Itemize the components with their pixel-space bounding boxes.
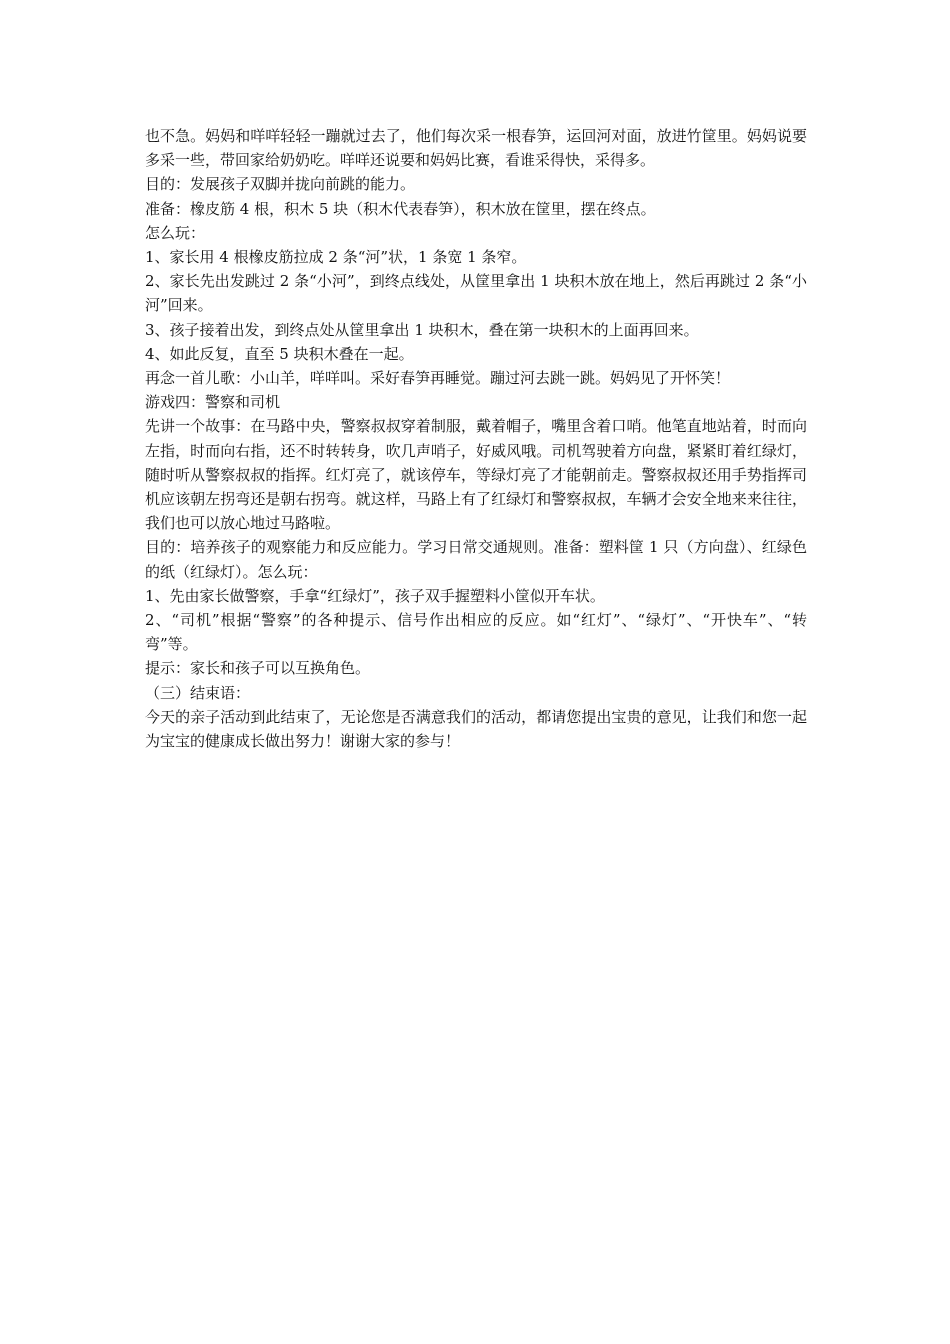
paragraph-prep-jump: 准备：橡皮筋 4 根，积木 5 块（积木代表春笋），积木放在筐里，摆在终点。 (145, 199, 656, 218)
paragraph-police-step-1: 1、先由家长做警察，手拿“红绿灯”，孩子双手握塑料小筐似开车状。 (145, 586, 605, 605)
paragraph-closing-remarks: 今天的亲子活动到此结束了，无论您是否满意我们的活动，都请您提出宝贵的意见，让我们和您一起为宝宝的健康成长做出努力！谢谢大家的参与！ (145, 707, 807, 751)
paragraph-police-step-2: 2、“司机”根据“警察”的各种提示、信号作出相应的反应。如“红灯”、“绿灯”、“开快车”、“转弯”等。 (145, 611, 807, 654)
paragraph-closing-heading: （三）结束语： (145, 683, 251, 702)
paragraph-police-story: 先讲一个故事：在马路中央，警察叔叔穿着制服，戴着帽子，嘴里含着口哨。他笔直地站着，时而向左指，时而向右指，还不时转转身，吹几声哨子，好威风哦。司机驾驶着方向盘，紧紧盯着红绿灯，随时听从警察叔叔的指挥。红灯亮了，就该停车，等绿灯亮了才能朝前走。警察叔叔还用手势指挥司机应该朝左拐弯还是朝右拐弯。就这样，马路上有了红绿灯和警察叔叔，车辆才会安全地来来往往，我们也可以放心地过马路啦。 (145, 417, 807, 533)
paragraph-tip: 提示：家长和孩子可以互换角色。 (145, 659, 371, 678)
paragraph-story-ending: 也不急。妈妈和咩咩轻轻一蹦就过去了，他们每次采一根春笋，运回河对面，放进竹筐里。妈妈说要多采一些，带回家给奶奶吃。咩咩还说要和妈妈比赛，看谁采得快，采得多。 (145, 127, 807, 170)
paragraph-goal-prep-police: 目的：培养孩子的观察能力和反应能力。学习日常交通规则。准备：塑料筐 1 只（方向盘）、红绿色的纸（红绿灯）。怎么玩： (145, 538, 807, 581)
paragraph-step-3: 3、孩子接着出发，到终点处从筐里拿出 1 块积木，叠在第一块积木的上面再回来。 (145, 320, 699, 339)
paragraph-step-2: 2、家长先出发跳过 2 条“小河”，到终点线处，从筐里拿出 1 块积木放在地上，然后再跳过 2 条“小河”回来。 (145, 272, 807, 315)
paragraph-how-to-play-heading: 怎么玩： (145, 223, 206, 242)
paragraph-step-1: 1、家长用 4 根橡皮筋拉成 2 条“河”状，1 条宽 1 条窄。 (145, 248, 527, 267)
document-body (145, 124, 807, 753)
paragraph-game-4-title: 游戏四：警察和司机 (145, 393, 281, 412)
paragraph-step-4: 4、如此反复，直至 5 块积木叠在一起。 (145, 344, 414, 363)
paragraph-goal-jump: 目的：发展孩子双脚并拢向前跳的能力。 (145, 175, 416, 194)
paragraph-nursery-rhyme: 再念一首儿歌：小山羊，咩咩叫。采好春笋再睡觉。蹦过河去跳一跳。妈妈见了开怀笑！ (145, 369, 731, 388)
